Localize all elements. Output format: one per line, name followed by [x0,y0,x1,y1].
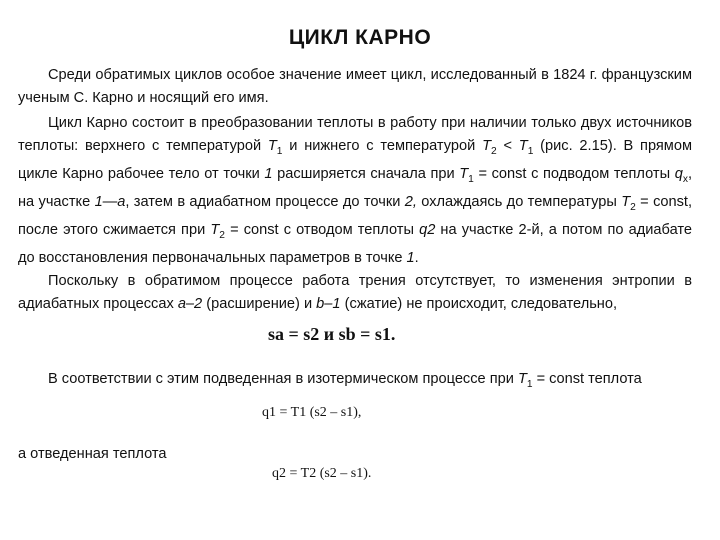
subscript: 1 [468,173,474,185]
page-title: ЦИКЛ КАРНО [288,26,432,49]
text: , затем в адиабатном процессе до точки [125,193,405,210]
text: . [414,249,419,266]
paragraph-heat-removed: а отведенная теплота [18,446,167,462]
symbol-T: T [459,165,469,182]
text: Поскольку в обратимом процессе работа трения отсутствует, то изменения энтропии в адиабатных процессах [18,273,692,312]
symbol-T: T [621,193,631,210]
point-label: 2, [404,193,417,210]
symbol-q: q [674,165,683,182]
subscript: 2 [630,201,636,213]
formula-heat-supplied: q1 = T1 (s2 – s1), [262,405,362,420]
text: = const теплота [532,371,642,387]
text: , на участке [18,165,692,210]
text: Цикл Карно состоит в преобразовании теплоты в работу при наличии только двух источников теплоты: верхнего с температурой [18,115,692,154]
symbol-T: T [267,138,277,154]
subscript: 1 [276,145,283,157]
paragraph-intro: Среди обратимых циклов особое значение имеет цикл, исследованный в 1824 г. французским ученым С. Карно и носящий его имя. [18,67,692,106]
text: (сжатие) не происходит, следовательно, [340,296,618,312]
paragraph-heat-supplied [18,368,692,396]
formula-entropy-equality: sa = s2 и sb = s1. [268,324,396,344]
subscript: 1 [527,145,534,157]
formula-heat-removed: q2 = T2 (s2 – s1). [272,466,372,481]
text: (расширение) и [202,296,317,312]
paragraph-cycle-description [18,112,692,270]
text: расширяется сначала при [272,165,460,182]
point-label: 1 [264,165,273,182]
text: < [496,138,519,154]
symbol-T: T [482,138,491,154]
point-label: 1 [406,249,415,266]
text: и нижнего с температурой [282,138,483,154]
segment-label: a–2 [177,296,203,312]
text: В соответствии с этим подведенная в изотермическом процессе при [48,371,518,387]
text: = const с отводом теплоты [224,221,420,238]
symbol-T: T [518,138,528,154]
text: на участке 2-й, а потом по адиабате до восстановления первоначальных параметров в точке [18,221,693,266]
symbol-T: T [210,221,220,238]
symbol-T: T [517,371,527,387]
text: охлаждаясь до температуры [416,193,622,210]
paragraph-entropy [18,270,692,316]
subscript: 2 [219,229,225,241]
text: = const с подводом теплоты [473,165,675,182]
text: (рис. 2.15). В прямом цикле Карно рабочее тело от точки [18,138,692,182]
symbol-q2: q2 [419,221,436,238]
subscript: 2 [491,145,497,157]
subscript: 1 [526,378,533,390]
subscript: x [682,173,688,185]
segment-label: 1—a [94,193,126,210]
text: = const, после этого сжимается при [18,193,692,238]
segment-label: b–1 [316,296,341,312]
